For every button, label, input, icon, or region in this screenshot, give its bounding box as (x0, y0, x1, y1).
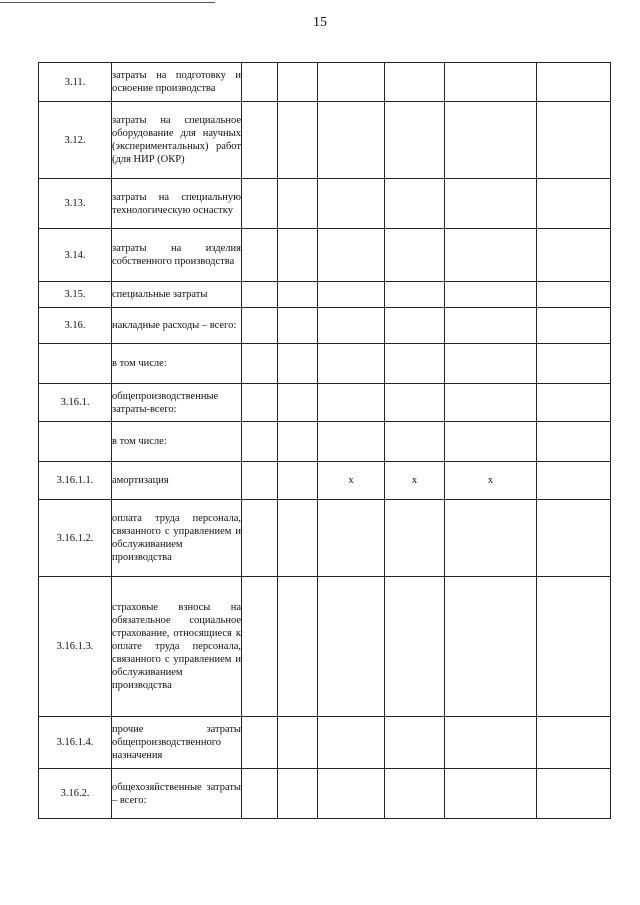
value-cell (278, 308, 318, 344)
value-cell (385, 769, 445, 819)
value-cell (278, 344, 318, 384)
value-cell (445, 577, 537, 717)
value-cell (385, 63, 445, 102)
value-cell (278, 282, 318, 308)
value-cell: x (318, 462, 385, 500)
value-cell (242, 344, 278, 384)
value-cell (537, 462, 611, 500)
value-cell (385, 500, 445, 577)
row-number-cell: 3.12. (39, 102, 112, 179)
value-cell (318, 500, 385, 577)
value-cell (445, 422, 537, 462)
row-number-cell: 3.15. (39, 282, 112, 308)
value-cell (537, 717, 611, 769)
value-cell (242, 308, 278, 344)
value-cell (318, 63, 385, 102)
value-cell (242, 769, 278, 819)
value-cell (278, 384, 318, 422)
value-cell (537, 344, 611, 384)
value-cell (278, 462, 318, 500)
value-cell (445, 63, 537, 102)
table-row (39, 282, 611, 308)
value-cell (537, 769, 611, 819)
value-cell (242, 229, 278, 282)
value-cell: x (445, 462, 537, 500)
table-body (39, 63, 611, 819)
table-row (39, 179, 611, 229)
value-cell (445, 179, 537, 229)
value-cell (278, 577, 318, 717)
value-cell (385, 344, 445, 384)
row-description-cell: амортизация (112, 462, 242, 500)
value-cell (537, 308, 611, 344)
value-cell (385, 577, 445, 717)
table-row (39, 717, 611, 769)
value-cell (278, 229, 318, 282)
value-cell (537, 63, 611, 102)
value-cell (318, 344, 385, 384)
value-cell (318, 179, 385, 229)
cost-table (38, 62, 611, 819)
value-cell (445, 102, 537, 179)
value-cell (445, 500, 537, 577)
value-cell: x (385, 462, 445, 500)
value-cell (445, 229, 537, 282)
value-cell (537, 179, 611, 229)
row-number-cell: 3.16. (39, 308, 112, 344)
row-description-cell: в том числе: (112, 344, 242, 384)
value-cell (385, 102, 445, 179)
row-description-cell: общехозяйственные затраты – всего: (112, 769, 242, 819)
table-row (39, 63, 611, 102)
value-cell (278, 102, 318, 179)
row-description-cell: затраты на изделия собственного производства (112, 229, 242, 282)
value-cell (385, 717, 445, 769)
value-cell (537, 229, 611, 282)
row-description-cell: накладные расходы – всего: (112, 308, 242, 344)
value-cell (278, 769, 318, 819)
value-cell (537, 500, 611, 577)
row-description-cell: оплата труда персонала, связанного с управлением и обслуживанием производства (112, 500, 242, 577)
row-description-cell: страховые взносы на обязательное социальное страхование, относящиеся к оплате труда персонала, связанного с управлением и обслуживанием производства (112, 577, 242, 717)
page-number: 15 (313, 15, 327, 30)
row-description-cell: общепроизводственные затраты-всего: (112, 384, 242, 422)
value-cell (537, 384, 611, 422)
value-cell (318, 102, 385, 179)
value-cell (242, 717, 278, 769)
value-cell (445, 308, 537, 344)
value-cell (445, 384, 537, 422)
value-cell (445, 282, 537, 308)
value-cell (537, 282, 611, 308)
value-cell (537, 102, 611, 179)
value-cell (318, 282, 385, 308)
value-cell (385, 282, 445, 308)
value-cell (445, 717, 537, 769)
table-row (39, 577, 611, 717)
row-description-cell: затраты на подготовку и освоение производства (112, 63, 242, 102)
value-cell (318, 577, 385, 717)
table-row (39, 769, 611, 819)
value-cell (278, 63, 318, 102)
row-number-cell: 3.16.1. (39, 384, 112, 422)
value-cell (445, 769, 537, 819)
row-number-cell (39, 344, 112, 384)
value-cell (242, 282, 278, 308)
value-cell (385, 384, 445, 422)
row-number-cell: 3.16.1.2. (39, 500, 112, 577)
row-description-cell: затраты на специальную технологическую оснастку (112, 179, 242, 229)
value-cell (278, 179, 318, 229)
value-cell (385, 422, 445, 462)
table-row (39, 102, 611, 179)
value-cell (242, 422, 278, 462)
scan-edge-line (0, 2, 215, 3)
table-row (39, 344, 611, 384)
value-cell (242, 102, 278, 179)
row-number-cell: 3.16.1.3. (39, 577, 112, 717)
value-cell (242, 179, 278, 229)
value-cell (242, 577, 278, 717)
value-cell (318, 717, 385, 769)
row-number-cell: 3.16.1.4. (39, 717, 112, 769)
row-description-cell: затраты на специальное оборудование для научных (экспериментальных) работ (для НИР (ОКР) (112, 102, 242, 179)
row-description-cell: специальные затраты (112, 282, 242, 308)
value-cell (242, 462, 278, 500)
value-cell (445, 344, 537, 384)
value-cell (318, 384, 385, 422)
value-cell (318, 229, 385, 282)
table-row (39, 462, 611, 500)
table-row (39, 384, 611, 422)
value-cell (385, 308, 445, 344)
table-row (39, 229, 611, 282)
table-row (39, 422, 611, 462)
value-cell (242, 384, 278, 422)
row-number-cell: 3.13. (39, 179, 112, 229)
row-number-cell (39, 422, 112, 462)
row-number-cell: 3.16.2. (39, 769, 112, 819)
value-cell (318, 308, 385, 344)
table-row (39, 308, 611, 344)
row-description-cell: прочие затраты общепроизводственного назначения (112, 717, 242, 769)
value-cell (278, 500, 318, 577)
table-row (39, 500, 611, 577)
value-cell (242, 63, 278, 102)
value-cell (385, 229, 445, 282)
value-cell (537, 422, 611, 462)
value-cell (318, 769, 385, 819)
value-cell (278, 717, 318, 769)
value-cell (242, 500, 278, 577)
row-description-cell: в том числе: (112, 422, 242, 462)
row-number-cell: 3.14. (39, 229, 112, 282)
value-cell (537, 577, 611, 717)
value-cell (318, 422, 385, 462)
value-cell (278, 422, 318, 462)
row-number-cell: 3.11. (39, 63, 112, 102)
row-number-cell: 3.16.1.1. (39, 462, 112, 500)
value-cell (385, 179, 445, 229)
